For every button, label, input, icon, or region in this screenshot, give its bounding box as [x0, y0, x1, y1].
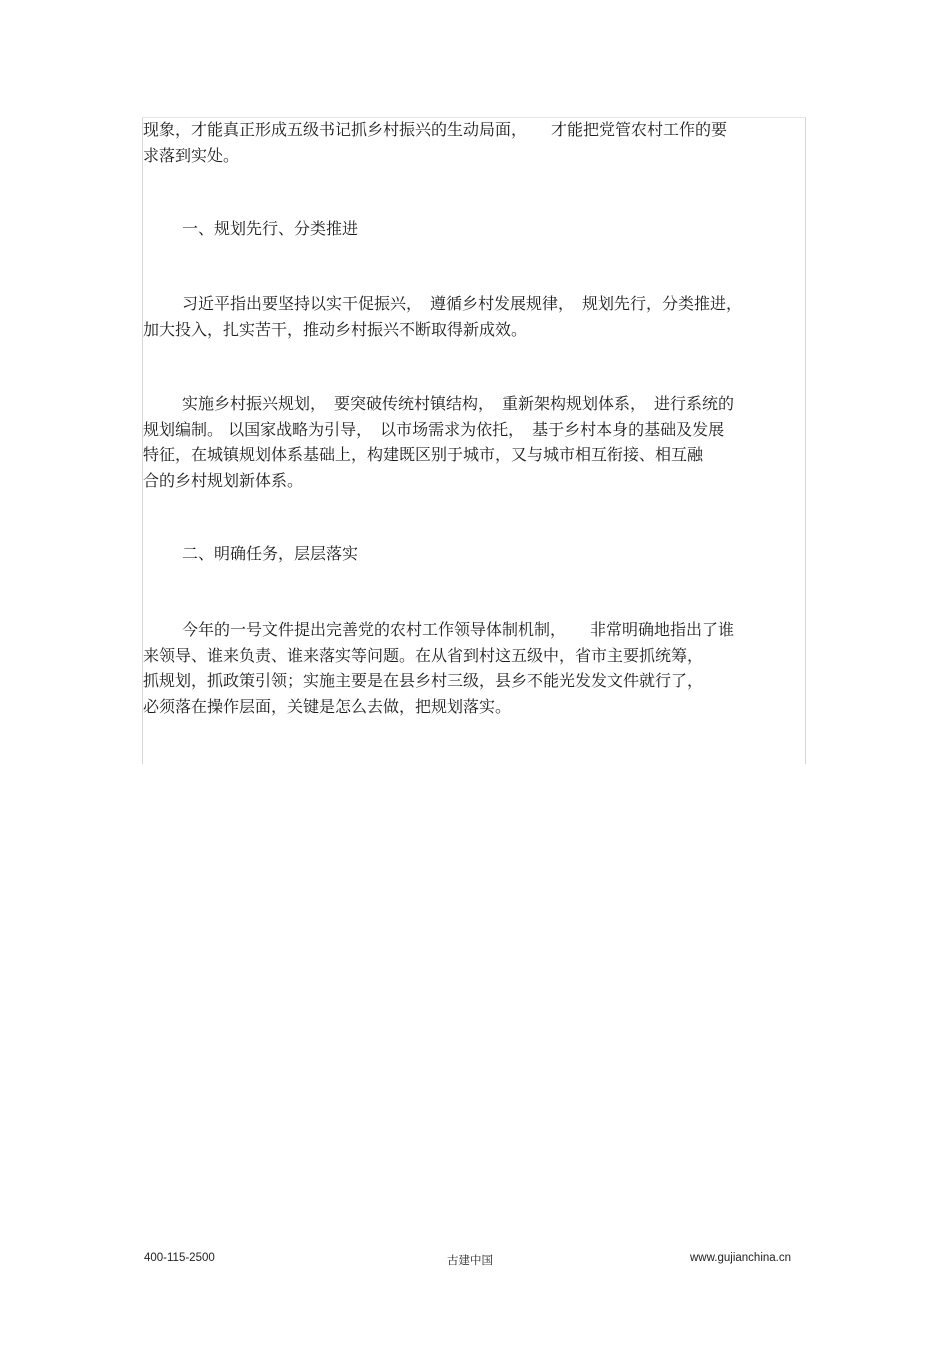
text-line: 加大投入，扎实苦干，推动乡村振兴不断取得新成效。: [143, 319, 528, 339]
text-line: 现象，才能真正形成五级书记抓乡村振兴的生动局面， 才能把党管农村工作的要: [143, 120, 728, 139]
text-line: 今年的一号文件提出完善党的农村工作领导体制机制， 非常明确地指出了谁: [182, 620, 735, 639]
section-heading-1: 一、规划先行、分类推进: [182, 219, 359, 238]
paragraph-2: [143, 391, 803, 493]
text-line: 特征，在城镇规划体系基础上，构建既区别于城市，又与城市相互衔接、相互融: [143, 445, 704, 464]
text-line: 规划编制。 以国家战略为引导， 以市场需求为依托， 基于乡村本身的基础及发展: [143, 419, 725, 439]
text-line: 求落到实处。: [143, 145, 240, 165]
paragraph-1: [143, 291, 803, 342]
footer-brand: 古建中国: [447, 1255, 493, 1267]
text-line: 来领导、谁来负责、谁来落实等问题。在从省到村这五级中，省市主要抓统筹，: [143, 645, 704, 665]
paragraph-3: [143, 617, 803, 719]
footer-phone: 400-115-2500: [144, 1252, 215, 1264]
section-heading-2: 二、明确任务，层层落实: [182, 544, 359, 563]
text-line: 必须落在操作层面，关键是怎么去做，把规划落实。: [143, 696, 512, 716]
footer-website[interactable]: www.gujianchina.cn: [690, 1252, 792, 1264]
text-line: 抓规划，抓政策引领；实施主要是在县乡村三级，县乡不能光发发文件就行了，: [143, 671, 704, 690]
intro-paragraph: [143, 117, 803, 168]
text-line: 实施乡村振兴规划， 要突破传统村镇结构， 重新架构规划体系， 进行系统的: [182, 394, 735, 413]
text-line: 习近平指出要坚持以实干促振兴， 遵循乡村发展规律， 规划先行，分类推进，: [182, 294, 743, 313]
text-line: 合的乡村规划新体系。: [143, 470, 304, 490]
